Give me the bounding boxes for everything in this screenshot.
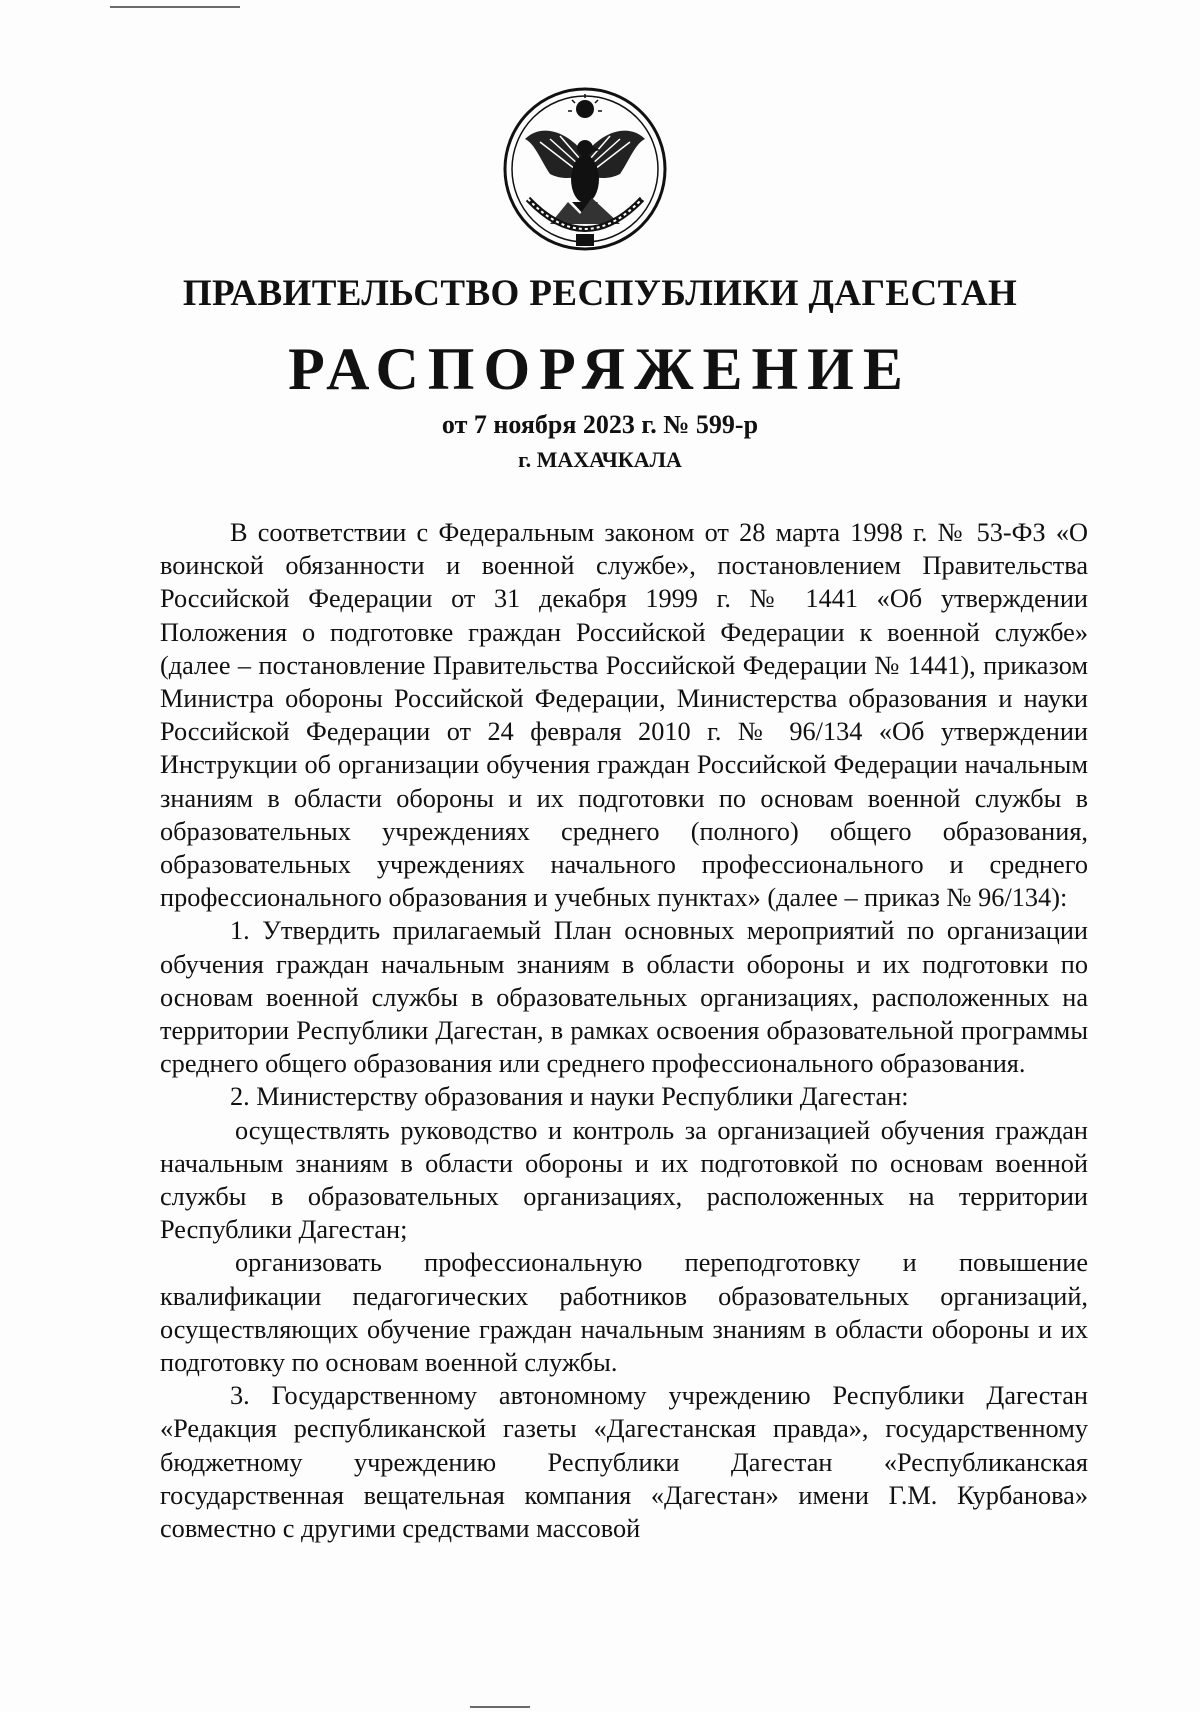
item-2-paragraph: 2. Министерству образования и науки Республики Дагестан: bbox=[230, 1082, 909, 1112]
document-city: г. МАХАЧКАЛА bbox=[518, 447, 682, 472]
government-title: ПРАВИТЕЛЬСТВО РЕСПУБЛИКИ ДАГЕСТАН bbox=[182, 273, 1018, 314]
item-1-paragraph: 1. Утвердить прилагаемый План основных мероприятий по организации обучения граждан начальным знаниям в области обороны и их подготовки по основам военной службы в образовательных организациях, расположенных на территории Республики Дагестан, в рамках освоения образовательной программы среднего общего образования или среднего профессионального образования. bbox=[160, 916, 1088, 1079]
item-3-paragraph: 3. Государственному автономному учреждению Республики Дагестан «Редакция республиканской газеты «Дагестанская правда», государственному бюджетному учреждению Республики Дагестан «Республиканская государственная вещательная компания «Дагестан» имени Г.М. Курбанова» совместно с другими средствами массовой bbox=[160, 1381, 1088, 1544]
dagestan-coat-of-arms-icon bbox=[500, 84, 670, 254]
scan-artifact bbox=[110, 6, 240, 8]
document-date-number: от 7 ноября 2023 г. № 599-р bbox=[441, 410, 759, 439]
item-2b-paragraph: организовать профессиональную переподготовку и повышение квалификации педагогических работников образовательных организаций, осуществляющих обучение граждан начальным знаниям в области обороны и их подготовку по основам военной службы. bbox=[160, 1248, 1088, 1378]
document-type-title: РАСПОРЯЖЕНИЕ bbox=[288, 336, 912, 402]
scan-artifact bbox=[470, 1706, 530, 1708]
preamble-paragraph: В соответствии с Федеральным законом от 28 марта 1998 г. № 53-ФЗ «О воинской обязанности и военной службе», постановлением Правительства Российской Федерации от 31 декабря 1999 г. № 1441 «Об утверждении Положения о подготовке граждан Российской Федерации к военной службе» (далее – постановление Правительства Российской Федерации № 1441), приказом Министра обороны Российской Федерации, Министерства образования и науки Российской Федерации от 24 февраля 2010 г. № 96/134 «Об утверждении Инструкции об организации обучения граждан Российской Федерации начальным знаниям в области обороны и их подготовки по основам военной службы в образовательных учреждениях среднего (полного) общего образования, образовательных учреждениях начального профессионального и среднего профессионального образования и учебных пунктах» (далее – приказ № 96/134): bbox=[160, 518, 1088, 913]
document-body bbox=[160, 516, 1088, 1545]
item-2a-paragraph: осуществлять руководство и контроль за организацией обучения граждан начальным знаниям в области обороны и их подготовкой по основам военной службы в образовательных организациях, расположенных на территории Республики Дагестан; bbox=[160, 1115, 1088, 1245]
